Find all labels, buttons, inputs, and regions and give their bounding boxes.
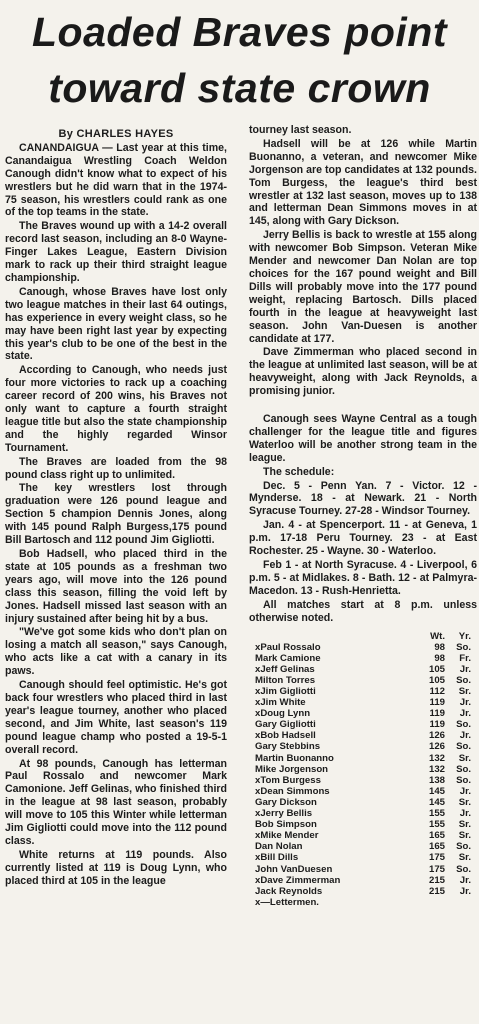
paragraph: White returns at 119 pounds. Also currently listed at 119 is Doug Lynn, who placed third at 105 in the league	[5, 848, 227, 887]
roster-cell-name: xJim Gigliotti	[255, 686, 316, 697]
paragraph: The Braves are loaded from the 98 pound class right up to unlimited.	[5, 455, 227, 481]
roster-cell-yr: So.	[456, 863, 471, 875]
roster-cell-yr: Sr.	[458, 796, 471, 808]
paragraph: Jerry Bellis is back to wrestle at 155 along with newcomer Bob Simpson. Veteran Mike Mender and newcomer Dan Nolan are top choices for the 167 pound weight and Bill Dills will probably move into the 177 pound weight, replacing Bartosch. Dills placed fourth in the league at heavyweight last season. John Van-Duesen is another candidate at 177.	[249, 229, 477, 345]
roster-cell-name: Martin Buonanno	[255, 752, 334, 764]
roster-cell-wt: 98	[434, 641, 445, 653]
roster-header-weight: Wt.	[430, 630, 445, 642]
roster-cell-name: Bob Simpson	[255, 819, 317, 831]
roster-cell-wt: 165	[428, 830, 445, 842]
roster-cell-wt: 119	[429, 708, 445, 720]
roster-row	[255, 775, 471, 786]
roster-cell-wt: 138	[428, 774, 445, 786]
roster-cell-wt: 98	[434, 652, 445, 664]
roster-row	[255, 664, 471, 675]
roster-cell-name: Milton Torres	[255, 674, 316, 686]
schedule-february: Feb 1 - at North Syracuse. 4 - Liverpool, 6 p.m. 5 - at Midlakes. 8 - Bath. 12 - at Palmyra-Macedon. 13 - Rush-Henrietta.	[249, 559, 477, 597]
paragraph: Bob Hadsell, who placed third in the state at 105 pounds as a freshman two years ago, will move into the 126 pound class this season, filling the void left by Jones. Hadsell missed last season with an injury sustained after being hit by a bus.	[5, 548, 227, 625]
roster-cell-name: xDave Zimmerman	[255, 874, 341, 886]
roster-cell-yr: Jr.	[459, 808, 471, 820]
roster-cell-yr: Jr.	[459, 785, 471, 797]
roster-cell-yr: Jr.	[459, 697, 471, 709]
roster-cell-name: Gary Gigliotti	[255, 719, 316, 731]
roster-cell-wt: 132	[428, 763, 445, 775]
roster-body	[255, 642, 471, 897]
paragraph: Canough, whose Braves have lost only two league matches in their last 64 outings, has experience in every weight class, so he may have been right last year by expecting this year's club to be one of the best in the state.	[5, 285, 227, 363]
roster-cell-yr: Jr.	[459, 874, 471, 886]
paragraph: Hadsell will be at 126 while Martin Buonanno, a veteran, and newcomer Mike Jorgenson are top candidates at 132 pounds. Tom Burgess, the league's third best wrestler at 132 last season, moves up to 138 and letterman Dean Simmons moves in at 145, along with Gary Dickson.	[249, 137, 477, 228]
roster-cell-name: Gary Dickson	[255, 796, 317, 808]
roster-cell-name: xJeff Gelinas	[255, 663, 315, 675]
paragraph: tourney last season.	[249, 124, 352, 136]
roster-cell-yr: Sr.	[458, 819, 471, 831]
roster-row	[255, 830, 471, 841]
roster-cell-name: Mark Camione	[255, 652, 321, 664]
roster-cell-yr: So.	[456, 841, 471, 853]
paragraph: According to Canough, who needs just four more victories to rack up a coaching career record of 200 wins, his Braves not only want to capture a fourth straight league title but also the state championship and the highly regarded Winsor Tournament.	[5, 364, 227, 454]
roster-row	[255, 708, 471, 719]
roster-cell-wt: 155	[428, 819, 445, 831]
byline: By CHARLES HAYES	[58, 128, 174, 140]
roster-row	[255, 864, 471, 875]
roster-header-row	[255, 631, 471, 642]
roster-cell-name: xTom Burgess	[255, 774, 321, 786]
roster-cell-wt: 215	[428, 885, 445, 897]
paragraph: Dave Zimmerman who placed second in the league at unlimited last season, will be at heavyweight, along with Jack Reynolds, a promising junior.	[249, 346, 477, 398]
roster-cell-wt: 175	[428, 852, 445, 864]
roster-row	[255, 875, 471, 886]
schedule-january: Jan. 4 - at Spencerport. 11 - at Geneva, 1 p.m. 17-18 Peru Tourney. 23 - at East Rochester. 25 - Wayne. 30 - Waterloo.	[249, 519, 477, 558]
roster-row	[255, 819, 471, 830]
schedule-note: All matches start at 8 p.m. unless otherwise noted.	[249, 598, 477, 624]
roster-row	[255, 653, 471, 664]
roster-cell-yr: Sr.	[458, 752, 471, 764]
roster-cell-yr: Sr.	[458, 830, 471, 842]
roster-cell-yr: Jr.	[459, 663, 471, 675]
roster-cell-wt: 155	[428, 808, 445, 820]
roster-cell-wt: 119	[429, 697, 445, 709]
roster-row	[255, 886, 471, 897]
roster-cell-yr: Jr.	[459, 708, 471, 720]
schedule-december: Dec. 5 - Penn Yan. 7 - Victor. 12 - Mynderse. 18 - at Newark. 21 - North Syracuse Tourney. 27-28 - Windsor Tourney.	[249, 479, 477, 518]
roster-row	[255, 741, 471, 752]
roster-cell-name: xBill Dills	[255, 852, 299, 864]
paragraph: "We've got some kids who don't plan on losing a match all season," says Canough, who acts like a cat with a canary in its paws.	[5, 626, 227, 678]
roster-cell-wt: 126	[428, 730, 445, 742]
roster-row	[255, 753, 471, 764]
roster-cell-yr: So.	[456, 719, 471, 731]
roster-cell-name: Jack Reynolds	[255, 885, 323, 897]
roster-row	[255, 797, 471, 808]
roster-cell-name: Mike Jorgenson	[255, 763, 329, 775]
roster-cell-yr: Jr.	[459, 885, 471, 897]
roster-cell-wt: 119	[429, 719, 445, 731]
headline-line-1: Loaded Braves point	[31, 9, 447, 55]
roster-cell-wt: 112	[429, 686, 445, 697]
roster-row	[255, 786, 471, 797]
paragraph: The Braves wound up with a 14-2 overall record last season, including an 8-0 Wayne-Finger Lakes League, Eastern Division mark to rack up their third straight league championship.	[5, 220, 227, 284]
headline	[0, 4, 479, 116]
roster-cell-name: xJim White	[255, 697, 306, 709]
roster-header-name	[255, 631, 379, 642]
paragraph: The key wrestlers lost through graduation were 126 pound league and Section 5 champion Dennis Jones, along with 145 pound Ralph Burgess,175 pound Bill Bartosch and 112 pound Jim Gigliotti.	[5, 482, 227, 547]
roster-cell-yr: So.	[456, 674, 471, 686]
roster-row	[255, 764, 471, 775]
roster-cell-name: xJerry Bellis	[255, 808, 313, 820]
roster-cell-name: John VanDuesen	[255, 863, 333, 875]
roster-cell-wt: 126	[428, 741, 445, 753]
roster-cell-yr: Sr.	[458, 852, 471, 864]
paragraph: At 98 pounds, Canough has letterman Paul Rossalo and newcomer Mark Camonione. Jeff Gelinas, who finished third in the league at 98 last season, probably will move to 105 this Winter while letterman Jim Gigliotti could move into the 112 pound class.	[5, 757, 227, 847]
roster-cell-wt: 132	[428, 752, 445, 764]
roster-cell-yr: Sr.	[458, 686, 471, 697]
roster-cell-name: xMike Mender	[255, 830, 319, 842]
headline-line-2: toward state crown	[48, 65, 431, 111]
article-left-column	[5, 128, 227, 889]
roster-cell-name: Dan Nolan	[255, 841, 303, 853]
roster-cell-wt: 105	[428, 663, 445, 675]
roster-footnote: x—Lettermen.	[255, 896, 319, 908]
roster-cell-name: Gary Stebbins	[255, 741, 321, 753]
article-right-column	[249, 124, 477, 908]
roster-cell-name: xPaul Rossalo	[255, 641, 321, 653]
roster-cell-yr: So.	[456, 763, 471, 775]
roster-row	[255, 642, 471, 653]
roster-row	[255, 808, 471, 819]
schedule-heading: The schedule:	[263, 465, 335, 478]
roster-cell-yr: So.	[456, 641, 471, 653]
roster-cell-yr: So.	[456, 741, 471, 753]
roster-row	[255, 841, 471, 852]
roster-row	[255, 719, 471, 730]
roster-row	[255, 697, 471, 708]
roster-row	[255, 852, 471, 863]
roster-cell-yr: So.	[456, 774, 471, 786]
roster-cell-wt: 105	[428, 674, 445, 686]
paragraph: CANANDAIGUA — Last year at this time, Canandaigua Wrestling Coach Weldon Canough didn't know what to expect of his wrestlers but he did warn that in the 1974-75 season, his wrestlers could rank as one of the top teams in the state.	[5, 141, 227, 219]
roster-header-year: Yr.	[458, 630, 471, 642]
paragraph: Canough sees Wayne Central as a tough challenger for the league title and figures Waterloo will be another strong team in the league.	[249, 413, 477, 464]
roster-row	[255, 686, 471, 697]
paragraph: Canough should feel optimistic. He's got back four wrestlers who placed third in last year's league tourney, another who placed second, and Jim White, last season's 119 pound league champ who posted a 19-5-1 overall record.	[5, 679, 227, 756]
roster-row	[255, 730, 471, 741]
roster-row	[255, 675, 471, 686]
roster-cell-wt: 145	[428, 785, 445, 797]
roster-cell-name: xBob Hadsell	[255, 730, 316, 742]
roster-cell-yr: Jr.	[459, 730, 471, 742]
roster-cell-wt: 175	[428, 863, 445, 875]
roster-cell-name: xDean Simmons	[255, 785, 330, 797]
roster-cell-wt: 215	[428, 874, 445, 886]
roster-table	[255, 631, 471, 897]
roster-cell-yr: Fr.	[459, 652, 471, 664]
roster-cell-wt: 145	[428, 796, 445, 808]
roster-cell-wt: 165	[428, 841, 445, 853]
section-gap	[249, 399, 477, 413]
roster-cell-name: xDoug Lynn	[255, 708, 311, 720]
